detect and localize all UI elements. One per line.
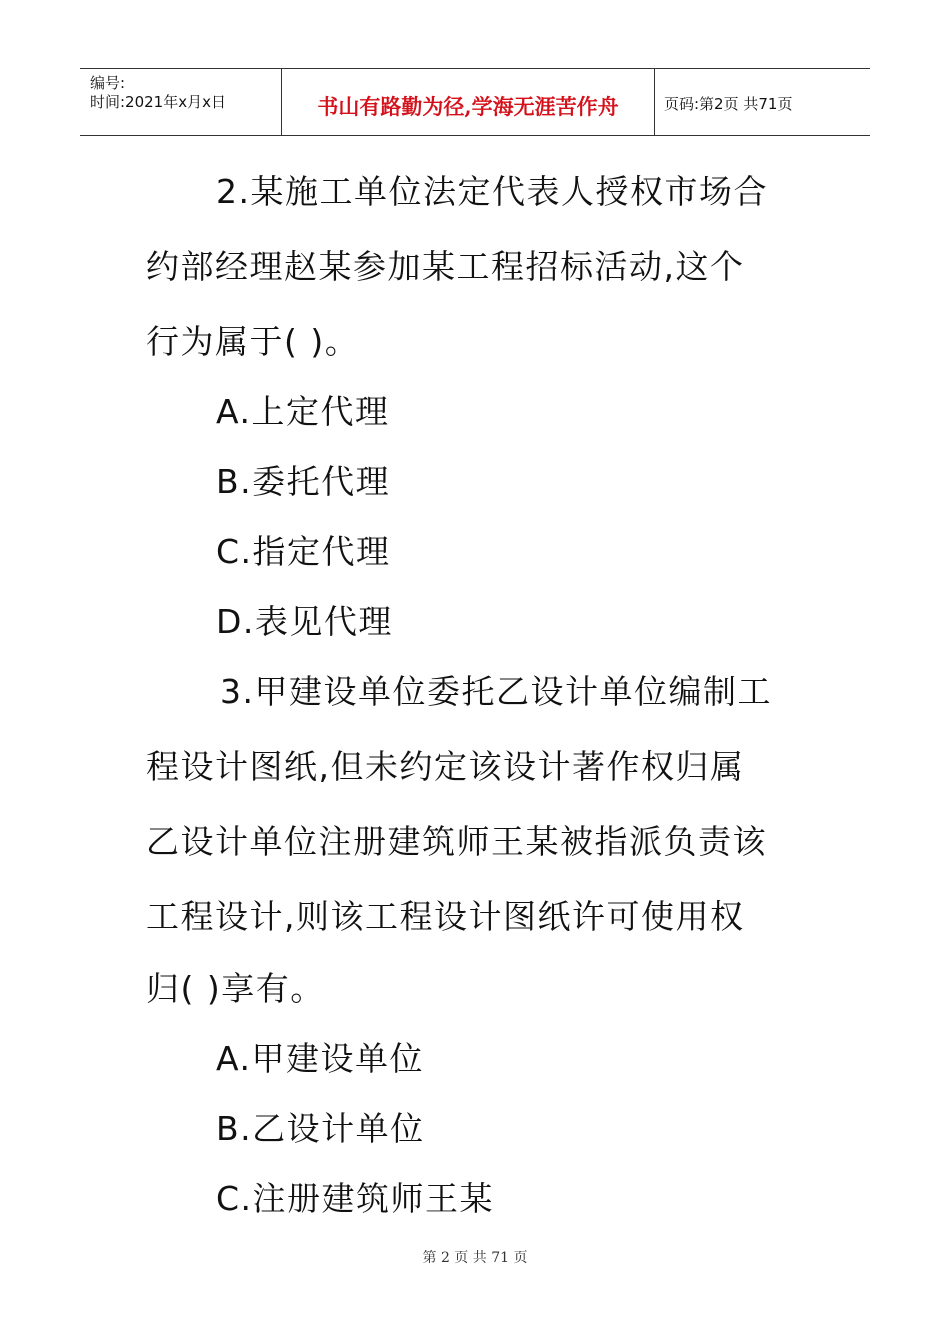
- option-3c: C.注册建筑师王某: [216, 1179, 495, 1218]
- number-label: 编号:: [90, 74, 126, 92]
- option-3b: B.乙设计单位: [216, 1109, 425, 1148]
- option-2d: D.表见代理: [216, 602, 393, 641]
- option-2c: C.指定代理: [216, 532, 391, 571]
- option-2a: A.上定代理: [216, 392, 390, 431]
- question-2-line-1: 2.某施工单位法定代表人授权市场合: [216, 172, 768, 211]
- question-3-line-5: 归( )享有。: [146, 969, 325, 1008]
- question-3-line-2: 程设计图纸,但未约定该设计著作权归属: [146, 747, 745, 786]
- option-2b: B.委托代理: [216, 462, 391, 501]
- option-3a: A.甲建设单位: [216, 1039, 424, 1078]
- page-header: [80, 68, 870, 136]
- time-label: 时间:2021年x月x日: [90, 93, 226, 111]
- question-3-line-4: 工程设计,则该工程设计图纸许可使用权: [146, 897, 745, 936]
- header-meta: [80, 69, 280, 135]
- page-label: 页码:第2页 共71页: [664, 95, 793, 113]
- page-footer: 第 2 页 共 71 页: [422, 1250, 528, 1266]
- header-motto-cell: [281, 69, 655, 135]
- question-3-line-3: 乙设计单位注册建筑师王某被指派负责该: [146, 822, 767, 861]
- question-3-line-1: 3.甲建设单位委托乙设计单位编制工: [220, 672, 772, 711]
- question-2-line-3: 行为属于( )。: [146, 322, 360, 361]
- motto: 书山有路勤为径,学海无涯苦作舟: [317, 94, 619, 119]
- question-2-line-2: 约部经理赵某参加某工程招标活动,这个: [146, 247, 745, 286]
- header-page-cell: [654, 69, 870, 135]
